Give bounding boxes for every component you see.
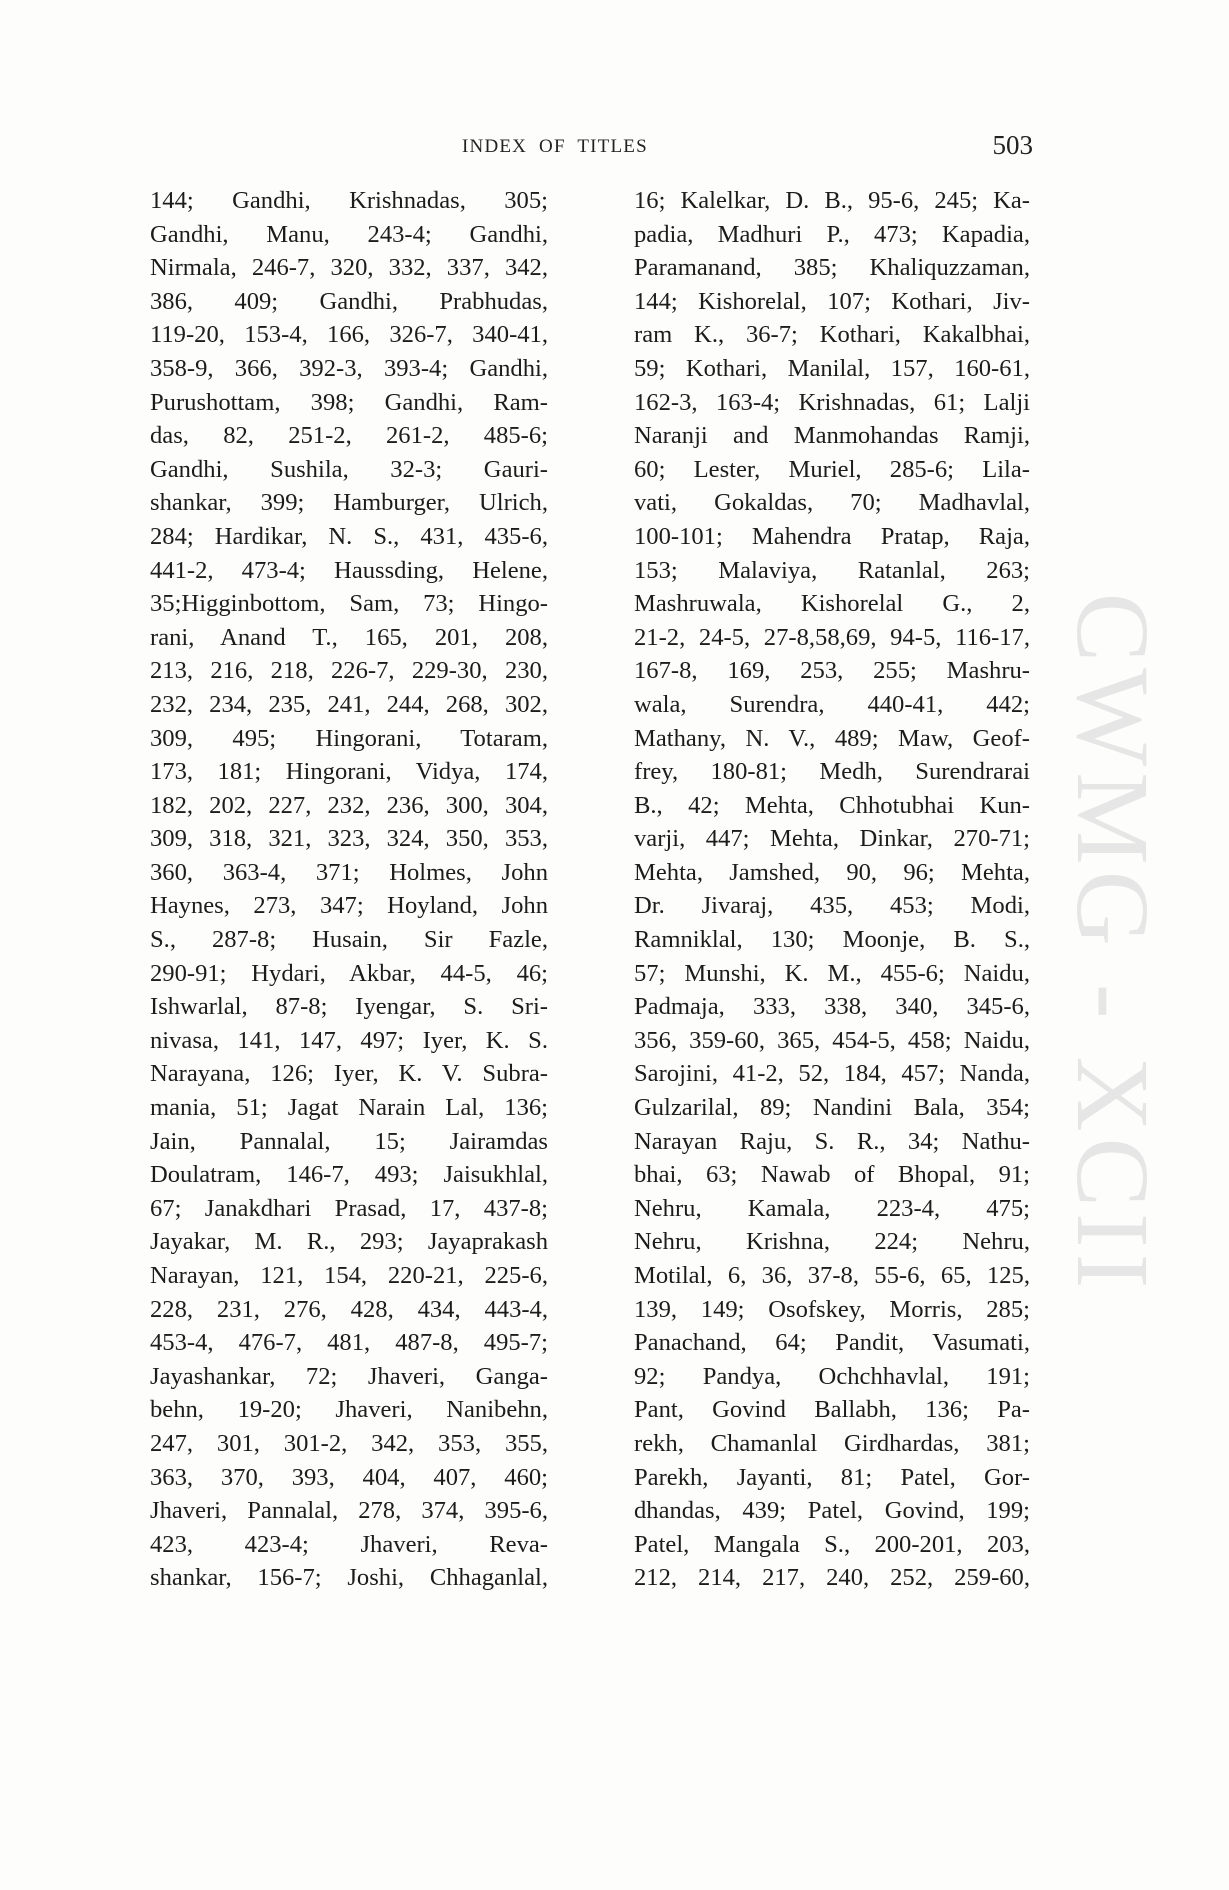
index-line: Jayashankar, 72; Jhaveri, Ganga- [150,1362,548,1390]
index-line: 284; Hardikar, N. S., 431, 435-6, [150,522,548,550]
index-line: Panachand, 64; Pandit, Vasumati, [634,1329,1030,1357]
index-line: Mathany, N. V., 489; Maw, Geof- [634,724,1030,752]
index-line: ram K., 36-7; Kothari, Kakalbhai, [634,321,1030,349]
index-line: 228, 231, 276, 428, 434, 443-4, [150,1295,548,1323]
index-line: Motilal, 6, 36, 37-8, 55-6, 65, 125, [634,1262,1030,1289]
watermark [1055,478,1171,1408]
index-line: das, 82, 251-2, 261-2, 485-6; [150,422,548,450]
index-line: 92; Pandya, Ochchhavlal, 191; [634,1362,1030,1390]
index-line: behn, 19-20; Jhaveri, Nanibehn, [150,1396,548,1424]
index-line: 21-2, 24-5, 27-8,58,69, 94-5, 116-17, [634,623,1030,651]
index-line: shankar, 399; Hamburger, Ulrich, [150,489,548,517]
index-line: 153; Malaviya, Ratanlal, 263; [634,556,1030,584]
index-line: 212, 214, 217, 240, 252, 259-60, [634,1564,1030,1592]
index-line: Padmaja, 333, 338, 340, 345-6, [634,993,1030,1021]
index-line: 57; Munshi, K. M., 455-6; Naidu, [634,959,1030,987]
index-line: Gandhi, Sushila, 32-3; Gauri- [150,455,548,483]
index-line: 213, 216, 218, 226-7, 229-30, 230, [150,657,548,685]
index-line: 232, 234, 235, 241, 244, 268, 302, [150,690,548,718]
index-line: 441-2, 473-4; Haussding, Helene, [150,556,548,584]
index-line: 182, 202, 227, 232, 236, 300, 304, [150,791,548,819]
index-line: Haynes, 273, 347; Hoyland, John [150,892,548,920]
index-line: 144; Kishorelal, 107; Kothari, Jiv- [634,287,1030,315]
index-line: 59; Kothari, Manilal, 157, 160-61, [634,354,1030,382]
index-line: Jhaveri, Pannalal, 278, 374, 395-6, [150,1497,548,1525]
index-line: mania, 51; Jagat Narain Lal, 136; [150,1094,548,1122]
index-line: 356, 359-60, 365, 454-5, 458; Naidu, [634,1026,1030,1054]
index-line: 144; Gandhi, Krishnadas, 305; [150,187,548,214]
index-line: Nirmala, 246-7, 320, 332, 337, 342, [150,254,548,282]
index-line: Gulzarilal, 89; Nandini Bala, 354; [634,1094,1030,1122]
index-line: bhai, 63; Nawab of Bhopal, 91; [634,1161,1030,1189]
index-line: Jain, Pannalal, 15; Jairamdas [150,1127,548,1155]
index-line: Doulatram, 146-7, 493; Jaisukhlal, [150,1161,548,1189]
index-line: Paramanand, 385; Khaliquzzaman, [634,254,1030,282]
index-line: Purushottam, 398; Gandhi, Ram- [150,388,548,416]
index-line: Jayakar, M. R., 293; Jayaprakash [150,1228,548,1256]
watermark-text: CWMG - XCII [1055,592,1171,1294]
index-line: 290-91; Hydari, Akbar, 44-5, 46; [150,959,548,987]
index-line: B., 42; Mehta, Chhotubhai Kun- [634,791,1030,819]
index-line: 309, 318, 321, 323, 324, 350, 353, [150,825,548,853]
index-line: shankar, 156-7; Joshi, Chhaganlal, [150,1564,548,1592]
index-line: nivasa, 141, 147, 497; Iyer, K. S. [150,1026,548,1054]
index-line: 173, 181; Hingorani, Vidya, 174, [150,758,548,786]
index-line: Narayan Raju, S. R., 34; Nathu- [634,1127,1030,1155]
index-line: Dr. Jivaraj, 435, 453; Modi, [634,892,1030,920]
index-line: Sarojini, 41-2, 52, 184, 457; Nanda, [634,1060,1030,1088]
index-line: 60; Lester, Muriel, 285-6; Lila- [634,455,1030,483]
index-line: rekh, Chamanlal Girdhardas, 381; [634,1429,1030,1457]
running-head: INDEX OF TITLES [462,136,648,157]
index-line: Nehru, Krishna, 224; Nehru, [634,1228,1030,1256]
index-column-left [150,184,548,1595]
index-line: 360, 363-4, 371; Holmes, John [150,858,548,886]
index-line: 162-3, 163-4; Krishnadas, 61; Lalji [634,388,1030,416]
index-line: padia, Madhuri P., 473; Kapadia, [634,220,1030,248]
index-line: wala, Surendra, 440-41, 442; [634,690,1030,718]
index-line: frey, 180-81; Medh, Surendrarai [634,758,1030,786]
index-line: Mashruwala, Kishorelal G., 2, [634,590,1030,618]
index-line: dhandas, 439; Patel, Govind, 199; [634,1497,1030,1525]
index-line: Nehru, Kamala, 223-4, 475; [634,1194,1030,1222]
page-number: 503 [992,130,1033,160]
index-line: Mehta, Jamshed, 90, 96; Mehta, [634,858,1030,886]
index-line: 386, 409; Gandhi, Prabhudas, [150,287,548,315]
index-line: Ishwarlal, 87-8; Iyengar, S. Sri- [150,993,548,1021]
index-line: Naranji and Manmohandas Ramji, [634,422,1030,450]
index-line: 119-20, 153-4, 166, 326-7, 340-41, [150,321,548,349]
index-line: Patel, Mangala S., 200-201, 203, [634,1530,1030,1558]
index-line: 363, 370, 393, 404, 407, 460; [150,1463,548,1491]
index-line: Parekh, Jayanti, 81; Patel, Gor- [634,1463,1030,1491]
index-line: 35;Higginbottom, Sam, 73; Hingo- [150,590,548,618]
index-line: Ramniklal, 130; Moonje, B. S., [634,926,1030,954]
index-line: 139, 149; Osofskey, Morris, 285; [634,1295,1030,1323]
index-line: vati, Gokaldas, 70; Madhavlal, [634,489,1030,517]
index-line: 423, 423-4; Jhaveri, Reva- [150,1530,548,1558]
index-line: 167-8, 169, 253, 255; Mashru- [634,657,1030,685]
index-line: 358-9, 366, 392-3, 393-4; Gandhi, [150,354,548,382]
index-line: 67; Janakdhari Prasad, 17, 437-8; [150,1194,548,1222]
index-line: 247, 301, 301-2, 342, 353, 355, [150,1429,548,1457]
index-line: 100-101; Mahendra Pratap, Raja, [634,522,1030,550]
index-line: Narayana, 126; Iyer, K. V. Subra- [150,1060,548,1088]
index-line: rani, Anand T., 165, 201, 208, [150,623,548,651]
index-column-right [634,184,1030,1595]
index-line: 16; Kalelkar, D. B., 95-6, 245; Ka- [634,187,1030,214]
index-line: Pant, Govind Ballabh, 136; Pa- [634,1396,1030,1424]
index-line: 453-4, 476-7, 481, 487-8, 495-7; [150,1329,548,1357]
index-line: 309, 495; Hingorani, Totaram, [150,724,548,752]
index-line: Gandhi, Manu, 243-4; Gandhi, [150,220,548,248]
index-line: varji, 447; Mehta, Dinkar, 270-71; [634,825,1030,853]
index-line: S., 287-8; Husain, Sir Fazle, [150,926,548,954]
index-line: Narayan, 121, 154, 220-21, 225-6, [150,1262,548,1289]
